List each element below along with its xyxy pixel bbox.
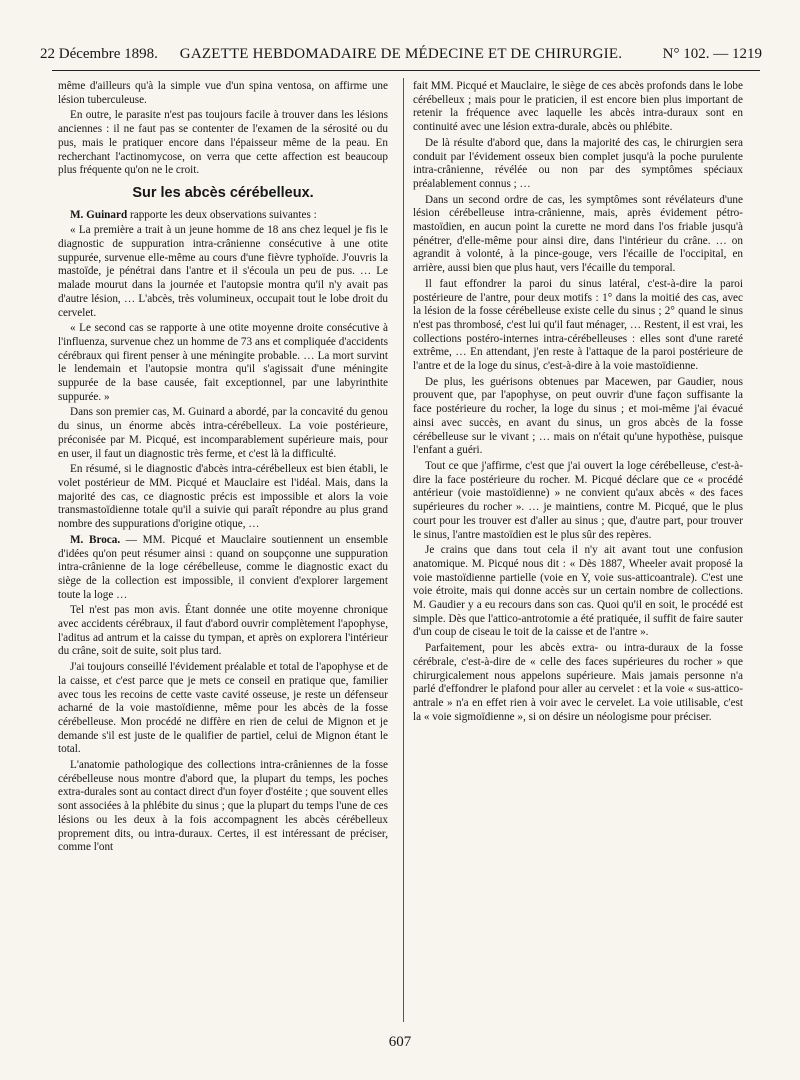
paragraph: Dans son premier cas, M. Guinard a abordé, par la concavité du genou du sinus, un énorme abcès intra-cérébelleux. La voie postérieure, préconisée par M. Picqué, est incomparablement supérieure mais, pour en user, il faut un diagnostic très ferme, et c'est là la difficulté. bbox=[58, 406, 388, 460]
section-title: Sur les abcès cérébelleux. bbox=[132, 184, 314, 201]
paragraph: L'anatomie pathologique des collections intra-crâniennes de la fosse cérébelleuse nous montre d'abord que, la plupart du temps, les poches extra-durales sont au contact direct d'un foyer d'ostéite ; que souvent elles sont associées à la phlébite du sinus ; que la plupart du temps l'une de ces lésions ou les deux à la fois accompagnent les abcès cérébelleux proprement dits, ou intra-duraux. Certes, il est intéressant de préciser, comme l'ont bbox=[58, 759, 388, 854]
journal-title: GAZETTE HEBDOMADAIRE DE MÉDECINE ET DE CHIRURGIE. bbox=[179, 46, 623, 62]
paragraph: Tel n'est pas mon avis. Étant donnée une otite moyenne chronique avec accidents cérébraux, il faut d'abord ouvrir complètement l'apophyse, l'aditus ad antrum et la caisse du tympan, et après on explorera l'intérieur du crâne, soit de suite, soit plus tard. bbox=[58, 604, 388, 658]
paragraph: Dans un second ordre de cas, les symptômes sont révélateurs d'une lésion cérébelleuse intra-crânienne, mais, après évidement pétro-mastoïdien, en aucun point la curette ne mord dans l'os friable jusqu'à pénétrer, d'elle-même pour ainsi dire, dans l'intérieur du crâne. … on agrandit à volonté, à la pince-gouge, vers l'écaille de l'occipital, en arrière, aussi bien que plus haut, vers l'écaille du temporal. bbox=[413, 193, 743, 275]
paragraph: « Le second cas se rapporte à une otite moyenne droite consécutive à l'influenza, survenue chez un homme de 73 ans et compliquée d'accidents cérébraux qui firent penser à une méningite probable. … La mort survint le lendemain et l'autopsie montra qu'il s'agissait d'une méningite suppurée de la base causée, fait exceptionnel, par une labyrinthite suppurée. » bbox=[58, 322, 388, 403]
page-number: 607 bbox=[388, 1034, 412, 1050]
paragraph-text: rapporte les deux observations suivantes : bbox=[127, 208, 317, 221]
paragraph: De là résulte d'abord que, dans la majorité des cas, le chirurgien sera conduit par l'évidement osseux bien complet jusqu'à la poche purulente intra-crânienne, révélée ou non par des symptômes spéciaux préalablement connus ; … bbox=[413, 136, 743, 190]
column-divider bbox=[403, 78, 404, 1022]
header-rule bbox=[52, 70, 760, 71]
paragraph: « La première a trait à un jeune homme de 18 ans chez lequel je fis le diagnostic de suppuration intra-crânienne consécutive à une otite suppurée, survenue elle-même au cours d'une fièvre typhoïde. J'ouvris la mastoïde, je pénétrai dans l'antre et il s'écoula un peu de pus. … Le malade mourut dans la journée et l'autopsie montra qu'il n'y avait pas d'autre lésion, … L'abcès, très volumineux, occupait tout le lobe droit du cervelet. bbox=[58, 224, 388, 319]
issue-date: 22 Décembre 1898. bbox=[40, 46, 158, 62]
paragraph: fait MM. Picqué et Mauclaire, le siège de ces abcès profonds dans le lobe cérébelleux ; mais pour le praticien, il est encore bien plus important de retenir la fréquence avec laquelle les abcès intra-duraux sont en continuité avec une lésion extra-durale, abcès ou phlébite. bbox=[413, 80, 743, 134]
speaker-name: M. Broca. bbox=[70, 533, 121, 546]
right-column bbox=[413, 80, 743, 1020]
paragraph: Je crains que dans tout cela il n'y ait avant tout une confusion anatomique. M. Picqué nous dit : « Dès 1887, Wheeler avait proposé la voie mastoïdienne partielle (voie en Y, voie sus-atticoantrale). C'est une voie étroite, mais qui donne accès sur un certain nombre de collections. M. Gaudier y a eu recours dans son cas. Quoi qu'il en soit, le procédé est simple. Dès que l'attico-antrotomie a été pratiquée, il suffit de faire sauter d'un coup de ciseau le toit de la caisse et de l'antre ». bbox=[413, 544, 743, 639]
paragraph: même d'ailleurs qu'à la simple vue d'un spina ventosa, on affirme une lésion tuberculeuse. bbox=[58, 80, 388, 106]
paragraph: Parfaitement, pour les abcès extra- ou intra-duraux de la fosse cérébrale, c'est-à-dire de « celle des faces supérieures du rocher » que chirurgicalement nous appelons supérieure. Mais jamais personne n'a parlé d'effondrer le plafond pour aller au cervelet : et la voie « sus-attico-antrale » n'a en effet rien à voir avec le cervelet. La voie utilisable, c'est la « voie sigmoïdienne », si on désire un néologisme pour préciser. bbox=[413, 642, 743, 723]
paragraph bbox=[58, 534, 388, 603]
issue-number: N° 102. — 1219 bbox=[662, 46, 762, 62]
paragraph: Tout ce que j'affirme, c'est que j'ai ouvert la loge cérébelleuse, c'est-à-dire la face postérieure du rocher. M. Picqué déclare que ce « procédé antérieur (voie mastoïdienne) » ne convient qu'aux abcès « des faces supérieures du rocher ». … je maintiens, contre M. Picqué, que le plus court pour les trouver est d'aller au sinus ; que, d'autre part, pour trouver le sinus, l'antre mastoïdien est le plus sûr des repères. bbox=[413, 459, 743, 541]
paragraph: En résumé, si le diagnostic d'abcès intra-cérébelleux est bien établi, le volet postérieur de MM. Picqué et Mauclaire est l'idéal. Mais, dans la majorité des cas, ce diagnostic précis est impossible et alors la voie transmastoïdienne totale qu'il a suivie qui paraît répondre au plus grand nombre des suppurations d'origine otique, … bbox=[58, 463, 388, 531]
paragraph: De plus, les guérisons obtenues par Macewen, par Gaudier, nous prouvent que, par l'apophyse, on peut ouvrir d'une façon suffisante la face postérieure du rocher, la loge du sinus ; et moi-même j'ai évacué ainsi avec succès, en avant du sinus, un gros abcès de la fosse cérébelleuse sur le vivant ; … mais on n'était qu'une hypothèse, puisque l'enfant a guéri. bbox=[413, 375, 743, 457]
paragraph-text: — MM. Picqué et Mauclaire soutiennent un ensemble d'idées qu'on peut résumer ainsi : quand on soupçonne une suppuration intra-crânienne de la loge cérébelleuse, comme le diagnostic exact du siège de la collection est impossible, il convient d'explorer largement toute la loge … bbox=[58, 533, 388, 601]
paragraph: En outre, le parasite n'est pas toujours facile à trouver dans les lésions anciennes : il ne faut pas se contenter de l'examen de la sérosité ou du pus, mais le pratiquer encore dans l'épaisseur même de la peau. En recherchant l'actinomycose, on verra que cette affection est beaucoup plus fréquente qu'on ne le croit. bbox=[58, 109, 388, 177]
paragraph bbox=[58, 209, 388, 223]
page-header bbox=[40, 44, 762, 70]
speaker-name: M. Guinard bbox=[70, 208, 128, 221]
paragraph: J'ai toujours conseillé l'évidement préalable et total de l'apophyse et de la caisse, et c'est parce que je mets ce conseil en pratique que, familier avec tous les recoins de cette vaste cavité osseuse, je reste un défenseur acharné de la voie mastoïdienne, même pour les abcès de la fosse cérébelleuse. Mon procédé ne diffère en rien de celui de Mignon et je demande s'il est juste de le qualifier de partiel, celui de Mignon étant le total. bbox=[58, 661, 388, 756]
left-column bbox=[58, 80, 388, 1020]
paragraph: Il faut effondrer la paroi du sinus latéral, c'est-à-dire la paroi postérieure de l'antre, pour deux motifs : 1° dans la moitié des cas, avec la lésion de la fosse cérébelleuse existe celle du sinus ; 2° quand le sinus n'est pas thrombosé, c'est lui qu'il faut ménager, … Restent, il est vrai, les collections postéro-internes intra-cérébelleuses : elles sont d'une rareté extrême, … En attendant, j'en reste à l'attaque de la paroi postérieure de l'antre et de la loge du sinus, c'est-à-dire à la voie mastoïdienne. bbox=[413, 277, 743, 373]
